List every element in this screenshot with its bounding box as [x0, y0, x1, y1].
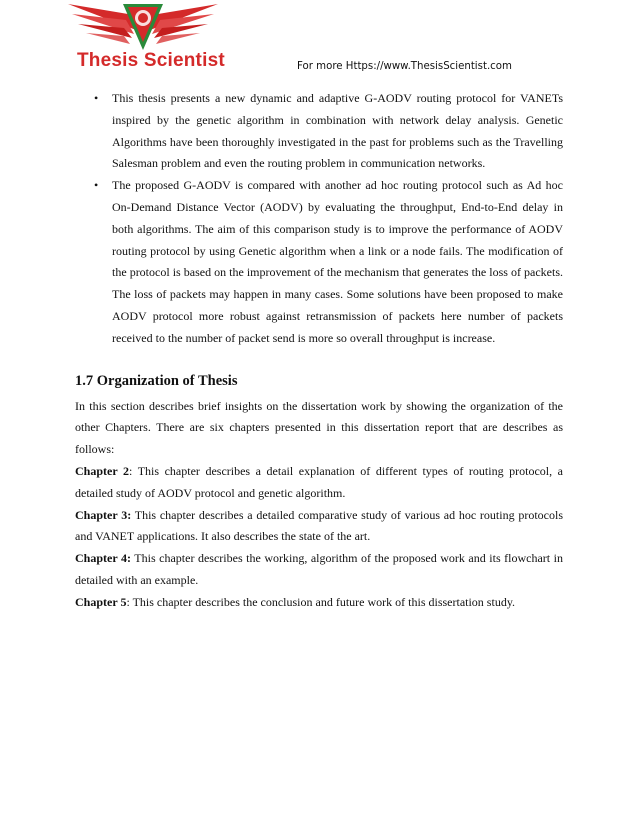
bullet-item [75, 175, 563, 349]
chapter-description: This chapter describes a detailed comparative study of various ad hoc routing protocols and VANET applications. It also describes the state of the art. [75, 507, 563, 544]
chapter-paragraph [75, 505, 563, 549]
chapter-paragraph [75, 461, 563, 505]
website-link[interactable]: For more Https://www.ThesisScientist.com [297, 61, 512, 72]
chapter-description: : This chapter describes a detail explanation of different types of routing protocol, a detailed study of AODV protocol and genetic algorithm. [75, 463, 564, 500]
chapter-label: Chapter 3: [75, 507, 132, 522]
bullet-text: This thesis presents a new dynamic and adaptive G-AODV routing protocol for VANETs inspired by the genetic algorithm in combination with network delay analysis. Genetic Algorithms have been thoroughly investigated in the past for problems such as the Travelling Salesman problem and even the routing problem in communication networks. [112, 91, 563, 171]
bullet-item [75, 88, 563, 175]
chapter-label: Chapter 5 [75, 594, 127, 609]
bullet-text: The proposed G-AODV is compared with another ad hoc routing protocol such as Ad hoc On-Demand Distance Vector (AODV) by evaluating the throughput, End-to-End delay in both algorithms. The aim of this comparison study is to improve the performance of AODV routing protocol by using Genetic algorithm when a link or a node fails. The modification of the protocol is based on the improvement of the mechanism that generates the loss of packets. The loss of packets may happen in many cases. Some solutions have been proposed to make AODV protocol more robust against retransmission of packets here number of packets received to the number of packet send is more so overall throughput is increase. [112, 178, 563, 345]
chapter-paragraph [75, 548, 563, 592]
chapter-description: This chapter describes the working, algorithm of the proposed work and its flowchart in detailed with an example. [75, 551, 563, 587]
bullet-list [75, 88, 563, 350]
bullet-icon: • [94, 91, 99, 105]
section-intro: In this section describes brief insights on the dissertation work by showing the organization of the other Chapters. There are six chapters presented in this dissertation report that are describes as follows: [75, 398, 563, 457]
chapter-description: : This chapter describes the conclusion and future work of this dissertation study. [126, 594, 516, 609]
page-header [0, 0, 638, 80]
chapter-paragraph [75, 592, 563, 614]
chapter-label: Chapter 4: [75, 551, 131, 566]
document-body [75, 88, 563, 614]
brand-name: Thesis Scientist [77, 50, 225, 71]
bullet-icon: • [94, 178, 99, 193]
section-heading: 1.7 Organization of Thesis [75, 372, 238, 389]
chapter-label: Chapter 2 [75, 463, 130, 478]
